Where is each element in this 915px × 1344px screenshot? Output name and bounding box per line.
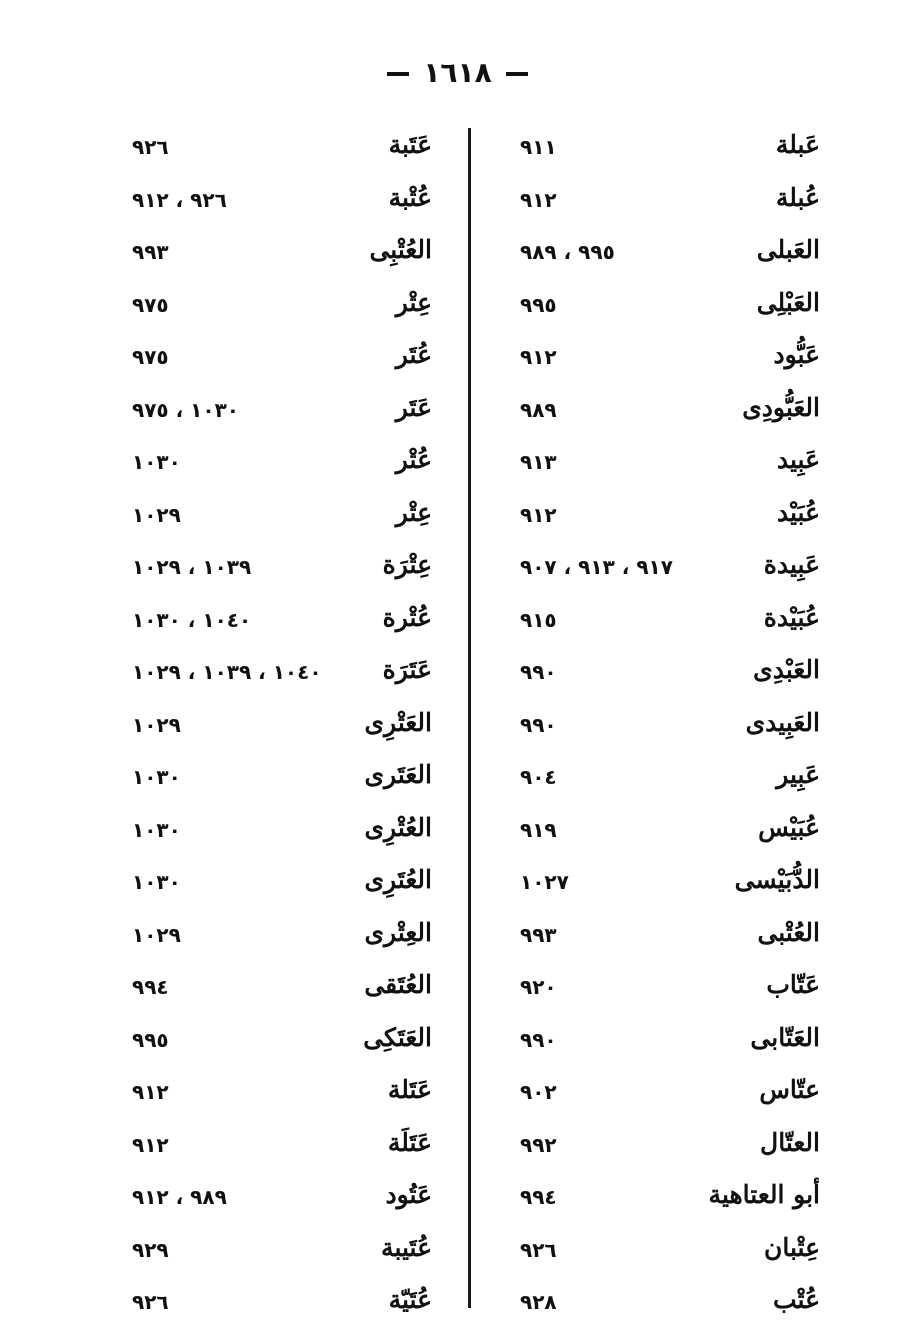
entry-name: العُتْرِى [364, 812, 432, 842]
entry-name: العَبُّودِى [742, 392, 820, 422]
entry-page-refs: ١٠٣٠ [132, 450, 181, 474]
entry-page-refs: ٩٩٣ [520, 922, 557, 947]
index-entry [520, 752, 820, 805]
entry-name: العَبلى [756, 235, 820, 264]
index-entry [520, 437, 820, 490]
entry-page-refs: ٩١٢ [520, 345, 557, 369]
entry-page-refs: ١٠٢٩ [132, 922, 181, 947]
index-entry [132, 1120, 432, 1173]
entry-name: العُتْبى [757, 917, 820, 947]
entry-name: عَتَلَة [387, 1127, 432, 1157]
entry-name: العُتْبِى [369, 235, 432, 264]
index-entry [132, 910, 432, 963]
entry-name: عَبلة [775, 130, 820, 159]
entry-page-refs: ٩٧٥ [132, 345, 169, 369]
index-entry [520, 595, 820, 648]
entry-name: عُتْرة [382, 602, 432, 632]
page-number-dash-left [387, 72, 409, 76]
entry-page-refs: ٩٩٣ [132, 240, 169, 264]
index-entry [132, 437, 432, 490]
entry-page-refs: ٩٩٥ [132, 1027, 169, 1052]
entry-page-refs: ١٠٢٧ [520, 870, 569, 894]
index-entry [520, 175, 820, 228]
entry-name: عُتْبة [388, 182, 432, 212]
entry-name: عتّاس [759, 1075, 820, 1104]
entry-name: العَتَكِى [363, 1022, 432, 1052]
entry-name: عُتَر [395, 340, 432, 369]
entry-name: الدُّبَيْسى [734, 865, 820, 894]
entry-name: عِتْرَة [382, 550, 432, 579]
entry-page-refs: ٩٢٦ ، ٩١٢ [132, 187, 227, 212]
entry-page-refs: ٩٩٤ [520, 1185, 557, 1209]
index-entry [132, 1172, 432, 1225]
entry-name: عِتْبان [764, 1232, 820, 1262]
entry-page-refs: ٩٩٠ [520, 712, 557, 737]
entry-page-refs: ٩١٩ [520, 817, 557, 842]
entry-page-refs: ٩٢٦ [132, 135, 169, 159]
index-entry [132, 332, 432, 385]
entry-page-refs: ٩٠٤ [520, 765, 557, 789]
entry-page-refs: ٩١٣ [520, 450, 557, 474]
entry-page-refs: ١٠٣٩ ، ١٠٢٩ [132, 555, 252, 579]
page-number [0, 56, 915, 89]
entry-page-refs: ٩٨٩ ، ٩١٢ [132, 1185, 227, 1209]
index-entry [520, 647, 820, 700]
entry-page-refs: ١٠٤٠ ، ١٠٣٠ [132, 607, 252, 632]
entry-page-refs: ٩٩٥ ، ٩٨٩ [520, 240, 615, 264]
index-entry [520, 542, 820, 595]
entry-name: عُتَيّة [388, 1285, 432, 1314]
entry-page-refs: ١٠٢٩ [132, 712, 181, 737]
entry-name: عُتْر [395, 445, 432, 474]
index-entry [132, 700, 432, 753]
entry-page-refs: ٩٩٢ [520, 1132, 557, 1157]
entry-name: عِتْر [395, 287, 432, 317]
entry-name: عَتَلة [387, 1075, 432, 1104]
index-entry [132, 1015, 432, 1068]
entry-page-refs: ١٠٣٠ [132, 765, 181, 789]
index-entry [132, 542, 432, 595]
entry-name: العَبْدِى [753, 655, 820, 684]
index-entry [520, 1277, 820, 1330]
column-divider [468, 128, 471, 1308]
entry-page-refs: ٩١١ [520, 135, 557, 159]
index-entry [520, 1225, 820, 1278]
entry-page-refs: ١٠٤٠ ، ١٠٣٩ ، ١٠٢٩ [132, 660, 322, 684]
index-entry [132, 227, 432, 280]
entry-name: عِتْر [395, 497, 432, 527]
entry-name: عُتْب [772, 1285, 820, 1314]
entry-page-refs: ٩٧٥ [132, 292, 169, 317]
entry-name: عُبَيْدة [763, 602, 820, 632]
left-column [132, 122, 432, 1330]
index-entry [520, 700, 820, 753]
entry-name: عَتّاب [766, 970, 820, 999]
index-entry [520, 332, 820, 385]
entry-name: العَبْلِى [756, 287, 820, 317]
index-entry [132, 857, 432, 910]
entry-name: العَتّابى [750, 1022, 820, 1052]
index-entry [132, 385, 432, 438]
entry-page-refs: ٩٢٠ [520, 975, 557, 999]
entry-page-refs: ٩١٧ ، ٩١٣ ، ٩٠٧ [520, 555, 673, 579]
entry-name: العُتَرِى [364, 865, 432, 894]
entry-page-refs: ١٠٣٠ [132, 817, 181, 842]
entry-name: عَبِيدة [763, 550, 820, 579]
index-entry [520, 805, 820, 858]
entry-name: أبو العتاهية [708, 1180, 820, 1209]
index-entry [520, 1172, 820, 1225]
entry-name: عُتَيبة [381, 1232, 432, 1262]
index-entry [132, 1225, 432, 1278]
entry-page-refs: ٩٩٥ [520, 292, 557, 317]
index-entry [132, 752, 432, 805]
entry-page-refs: ١٠٢٩ [132, 502, 181, 527]
index-entry [520, 1067, 820, 1120]
entry-page-refs: ٩٢٩ [132, 1237, 169, 1262]
entry-name: عُبَيْد [776, 497, 820, 527]
index-entry [520, 857, 820, 910]
entry-page-refs: ٩٩٠ [520, 660, 557, 684]
entry-page-refs: ٩٨٩ [520, 397, 557, 422]
index-entry [520, 280, 820, 333]
index-entry [132, 122, 432, 175]
index-entry [132, 805, 432, 858]
entry-name: عُبَيْس [758, 812, 820, 842]
page-number-text: ١٦١٨ [423, 56, 492, 89]
index-entry [520, 122, 820, 175]
entry-name: العتّال [760, 1127, 820, 1157]
entry-name: العَتْرِى [364, 707, 432, 737]
index-entry [520, 490, 820, 543]
index-entry [132, 595, 432, 648]
entry-name: عَتَبة [388, 130, 432, 159]
entry-name: عَبِيد [776, 445, 820, 474]
entry-page-refs: ٩١٢ [520, 502, 557, 527]
entry-page-refs: ٩٢٦ [132, 1290, 169, 1314]
index-entry [520, 1015, 820, 1068]
entry-name: عَتَرَة [382, 655, 432, 684]
index-entry [520, 1120, 820, 1173]
index-entry [132, 280, 432, 333]
entry-page-refs: ٩٩٠ [520, 1027, 557, 1052]
entry-name: عَبِير [776, 760, 820, 789]
index-entry [520, 910, 820, 963]
index-entry [132, 962, 432, 1015]
entry-page-refs: ٩١٢ [520, 187, 557, 212]
entry-page-refs: ٩٢٨ [520, 1290, 557, 1314]
index-entry [132, 175, 432, 228]
index-entry [520, 385, 820, 438]
entry-name: العَبِيدى [745, 707, 820, 737]
entry-name: عَتُود [385, 1180, 432, 1209]
entry-page-refs: ٩١٥ [520, 607, 557, 632]
page-number-dash-right [506, 72, 528, 76]
index-entry [520, 962, 820, 1015]
entry-page-refs: ٩٩٤ [132, 975, 169, 999]
index-entry [132, 1277, 432, 1330]
entry-page-refs: ١٠٣٠ [132, 870, 181, 894]
index-entry [132, 490, 432, 543]
entry-name: العُتَقى [364, 970, 432, 999]
entry-page-refs: ٩١٢ [132, 1080, 169, 1104]
entry-page-refs: ٩١٢ [132, 1132, 169, 1157]
entry-name: عَتَر [395, 392, 432, 422]
index-entry [132, 1067, 432, 1120]
entry-page-refs: ٩٠٢ [520, 1080, 557, 1104]
entry-name: عَبُّود [773, 340, 820, 369]
entry-name: العَتَرى [364, 760, 432, 789]
entry-name: عُبلة [775, 182, 820, 212]
entry-page-refs: ١٠٣٠ ، ٩٧٥ [132, 397, 239, 422]
right-column [520, 122, 820, 1330]
entry-page-refs: ٩٢٦ [520, 1237, 557, 1262]
index-entry [520, 227, 820, 280]
entry-name: العِتْرى [364, 917, 432, 947]
index-entry [132, 647, 432, 700]
